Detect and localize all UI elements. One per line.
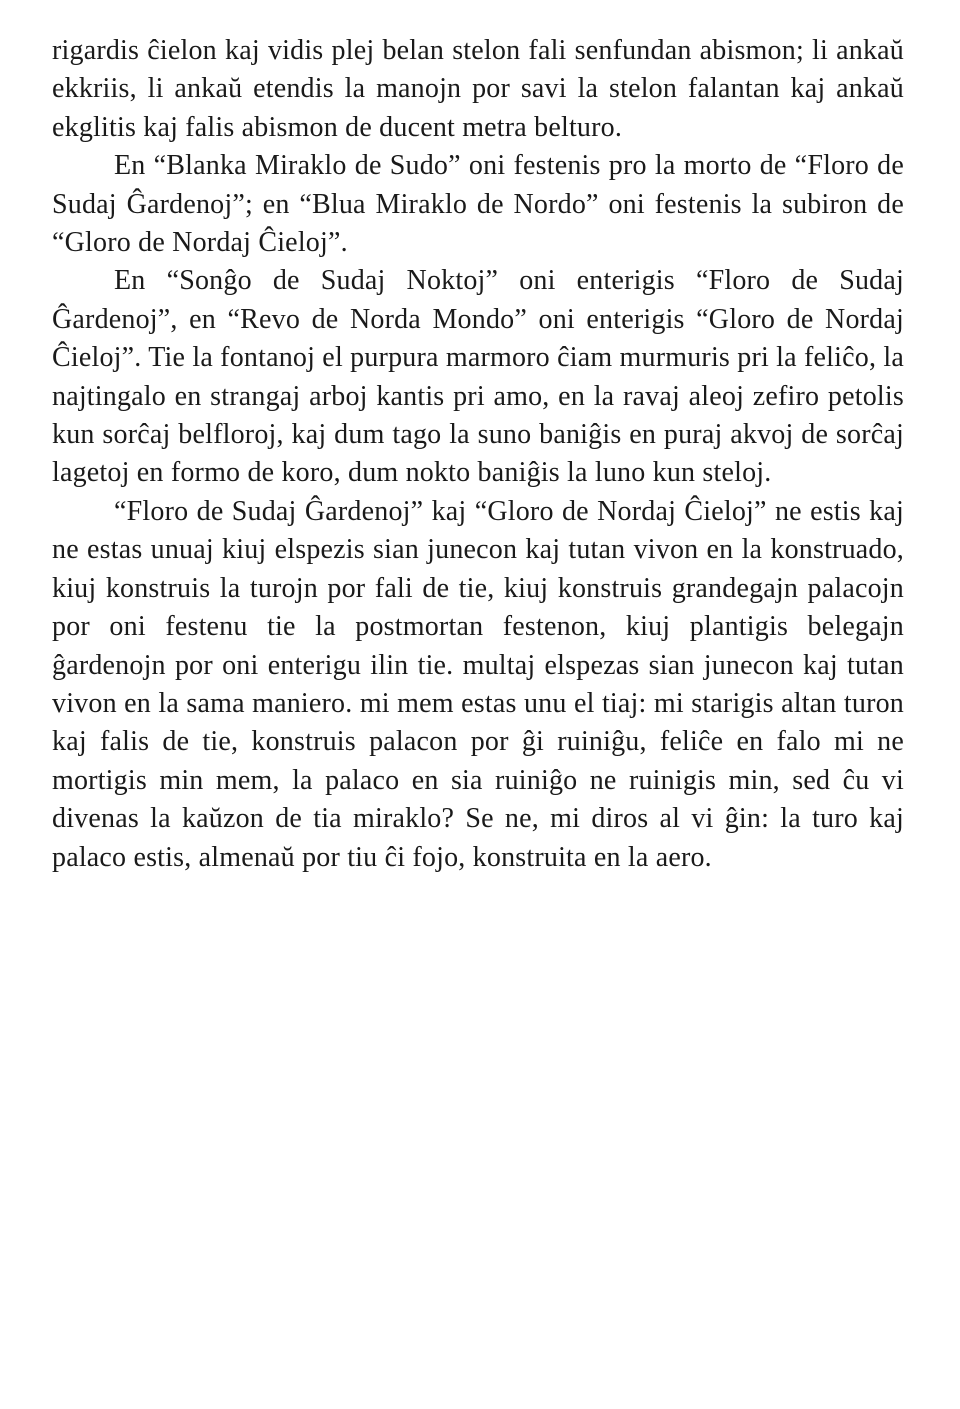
paragraph-1: rigardis ĉielon kaj vidis plej belan stelon fali senfundan abismon; li ankaŭ ekkriis, li ankaŭ etendis la manojn por savi la stelon falantan kaj ankaŭ ekglitis kaj falis abismon de ducent metra belturo.: [52, 35, 904, 143]
page-text: [52, 32, 904, 877]
paragraph-4: “Floro de Sudaj Ĝardenoj” kaj “Gloro de Nordaj Ĉieloj” ne estis kaj ne estas unuaj kiuj elspezis sian junecon kaj tutan vivon en la konstruado, kiuj konstruis la turojn por fali de tie, kiuj konstruis grandegajn palacojn por oni festenu tie la postmortan festenon, kiuj plantigis belegajn ĝardenojn por oni enterigu ilin tie. multaj elspezas sian junecon kaj tutan vivon en la sama maniero. mi mem estas unu el tiaj: mi starigis altan turon kaj falis de tie, konstruis palacon por ĝi ruiniĝu, feliĉe en falo mi ne mortigis min mem, la palaco en sia ruiniĝo ne ruinigis min, sed ĉu vi divenas la kaŭzon de tia miraklo? Se ne, mi diros al vi ĝin: la turo kaj palaco estis, almenaŭ por tiu ĉi fojo, konstruita en la aero.: [52, 495, 904, 873]
paragraph-3: En “Sonĝo de Sudaj Noktoj” oni enterigis “Floro de Sudaj Ĝardenoj”, en “Revo de Norda Mondo” oni enterigis “Gloro de Nordaj Ĉieloj”. Tie la fontanoj el purpura marmoro ĉiam murmuris pri la feliĉo, la najtingalo en strangaj arboj kantis pri amo, en la ravaj aleoj zefiro petolis kun sorĉaj belfloroj, kaj dum tago la suno baniĝis en puraj akvoj de sorĉaj lagetoj en formo de koro, dum nokto baniĝis la luno kun steloj.: [52, 265, 904, 489]
paragraph-2: En “Blanka Miraklo de Sudo” oni festenis pro la morto de “Floro de Sudaj Ĝardenoj”; en “Blua Miraklo de Nordo” oni festenis la subiron de “Gloro de Nordaj Ĉieloj”.: [52, 150, 904, 259]
